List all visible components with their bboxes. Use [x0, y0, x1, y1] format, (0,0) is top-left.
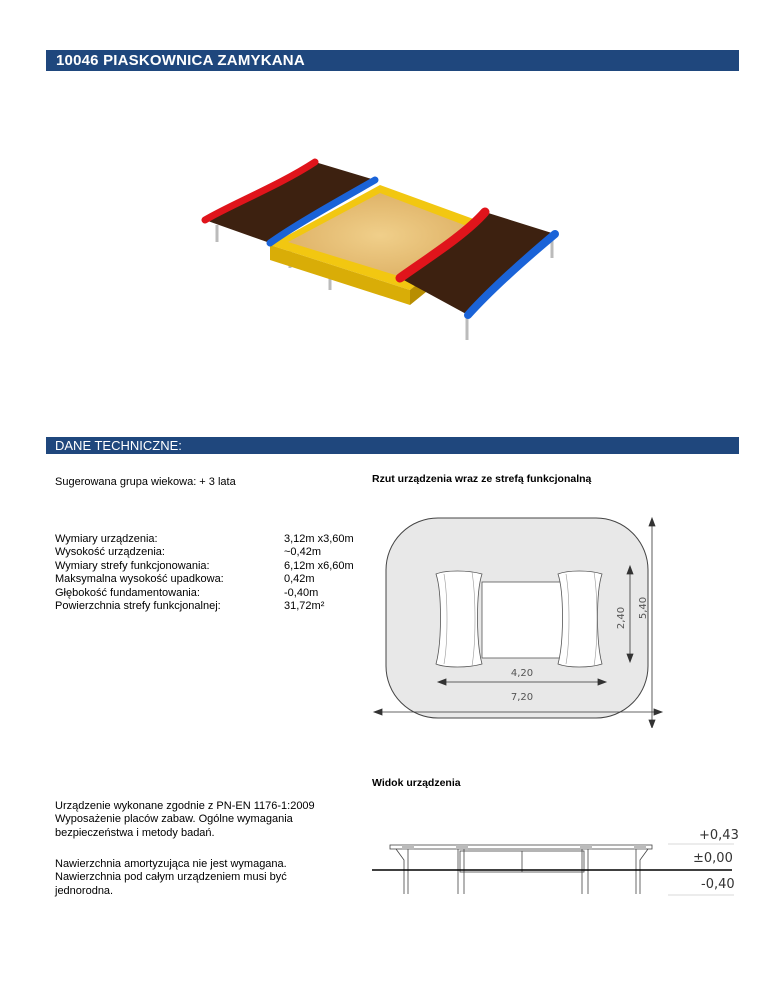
age-group: Sugerowana grupa wiekowa: + 3 lata [55, 476, 236, 488]
spec-value: 31,72m² [284, 600, 325, 613]
side-view-drawing [372, 822, 737, 902]
plan-drawing [372, 512, 664, 728]
product-image [200, 150, 580, 350]
level-ground: ±0,00 [693, 851, 733, 866]
title-bar [46, 50, 739, 71]
spec-label: Wymiary urządzenia: [55, 533, 158, 545]
section-bar [46, 437, 739, 454]
plan-title: Rzut urządzenia wraz ze strefą funkcjonalną [372, 473, 592, 485]
section-title: DANE TECHNICZNE: [55, 438, 182, 453]
page-title: 10046 PIASKOWNICA ZAMYKANA [56, 52, 305, 69]
spec-label: Wymiary strefy funkcjonowania: [55, 559, 210, 572]
spec-value: 0,42m [284, 573, 315, 586]
spec-label: Powierzchnia strefy funkcjonalnej: [55, 600, 221, 613]
spec-label: Głębokość fundamentowania: [55, 586, 200, 599]
spec-value: ~0,42m [284, 546, 321, 559]
view-title: Widok urządzenia [372, 777, 461, 789]
dim-outer-width: 7,20 [510, 692, 534, 703]
dim-inner-width: 4,20 [510, 668, 534, 679]
dim-outer-height: 5,40 [638, 596, 649, 620]
spec-value: 6,12m x6,60m [284, 559, 354, 572]
standard-note: Urządzenie wykonane zgodnie z PN-EN 1176-1:2009 Wyposażenie placów zabaw. Ogólne wymagania bezpieczeństwa i metody badań. [55, 800, 315, 839]
surface-note: Nawierzchnia amortyzująca nie jest wymagana. Nawierzchnia pod całym urządzeniem musi być jednorodna. [55, 858, 287, 897]
spec-labels [55, 533, 224, 613]
spec-label: Wysokość urządzenia: [55, 546, 165, 559]
spec-label: Maksymalna wysokość upadkowa: [55, 573, 224, 586]
dim-inner-height: 2,40 [616, 606, 627, 630]
spec-value: 3,12m x3,60m [284, 533, 354, 545]
spec-value: -0,40m [284, 586, 319, 599]
level-top: +0,43 [699, 828, 739, 843]
spec-values [284, 533, 354, 613]
level-foundation: -0,40 [701, 877, 735, 892]
